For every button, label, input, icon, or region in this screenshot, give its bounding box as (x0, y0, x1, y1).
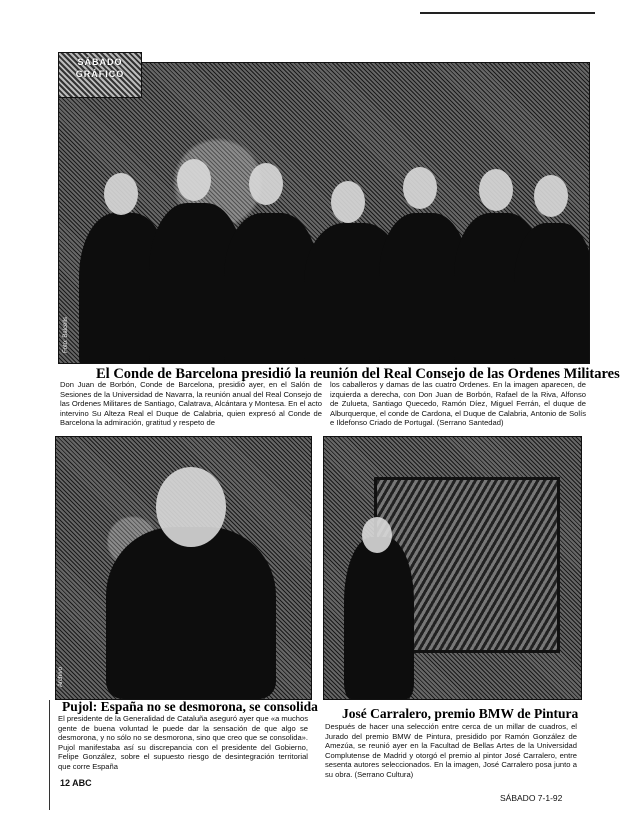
photo-credit: Archivo (58, 666, 64, 687)
figure-head (331, 181, 365, 223)
top-rule (420, 12, 595, 14)
margin-rule (49, 700, 50, 810)
pujol-headline: Pujol: España no se desmorona, se consolida (62, 699, 318, 714)
figure-head (156, 467, 226, 547)
section-tag (58, 52, 142, 98)
main-headline: El Conde de Barcelona presidió la reunión del Real Consejo de las Ordenes Militares (96, 366, 620, 382)
figure-head (403, 167, 437, 209)
main-body-right: los caballeros y damas de las cuatro Ordenes. En la imagen aparecen, de izquierda a derecha, con Don Juan de Borbón, Rafael de la Riva, Alfonso de Zulueta, Santiago Quecedo, Ramón Díez, Miguel Ferrán, el duque de Alburquerque, el conde de Cardona, el Duque de Calabria, Antonio de Solís e Ildefonso Criado de Portugal. (Serrano Santedad) (330, 380, 586, 428)
carralero-headline: José Carralero, premio BMW de Pintura (342, 706, 579, 721)
main-photo (58, 62, 590, 364)
section-tag-label: SÁBADO GRÁFICO (75, 57, 125, 79)
figure-head (104, 173, 138, 215)
pujol-photo (55, 436, 312, 700)
main-body-left: Don Juan de Borbón, Conde de Barcelona, presidió ayer, en el Salón de Sesiones de la Universidad de Navarra, la reunión anual del Real Consejo de las Ordenes Militares de Santiago, Calatrava, Alcántara y Montesa. En el acto intervino Su Alteza Real el Duque de Calabria, quien expresó al Conde de Barcelona la admiración, gratitud y respeto de (60, 380, 322, 428)
figure-head (534, 175, 568, 217)
photo-credit: Foto: Balcells (63, 316, 69, 353)
figure (344, 537, 414, 699)
carralero-photo (323, 436, 582, 700)
figure-head (479, 169, 513, 211)
pujol-body: El presidente de la Generalidad de Cataluña aseguró ayer que «a muchos gente de buena voluntad le puede dar la sensación de que algo se desmorona, y no sólo no se desmorona, sino que creo que se consolida». Pujol manifestaba así su discrepancia con el presidente del Gobierno, Felipe González, sobre el supuesto riesgo de desintegración territorial que corre España (58, 714, 308, 771)
figure (106, 527, 276, 699)
page-label: 12 ABC (60, 778, 92, 788)
issue-date: SÁBADO 7-1-92 (500, 793, 563, 803)
figure-head (249, 163, 283, 205)
figure-head (362, 517, 392, 553)
carralero-body: Después de hacer una selección entre cerca de un millar de cuadros, el Jurado del premio BMW de Pintura, presidido por Ramón González de Amezúa, se reunió ayer en la Facultad de Bellas Artes de la Universidad Complutense de Madrid y otorgó el premio al pintor José Carralero, entre sesenta autores seleccionados. En la imagen, José Carralero posa junto a su obra. (Serrano Cultura) (325, 722, 577, 779)
figure (514, 223, 590, 364)
figure-head (177, 159, 211, 201)
